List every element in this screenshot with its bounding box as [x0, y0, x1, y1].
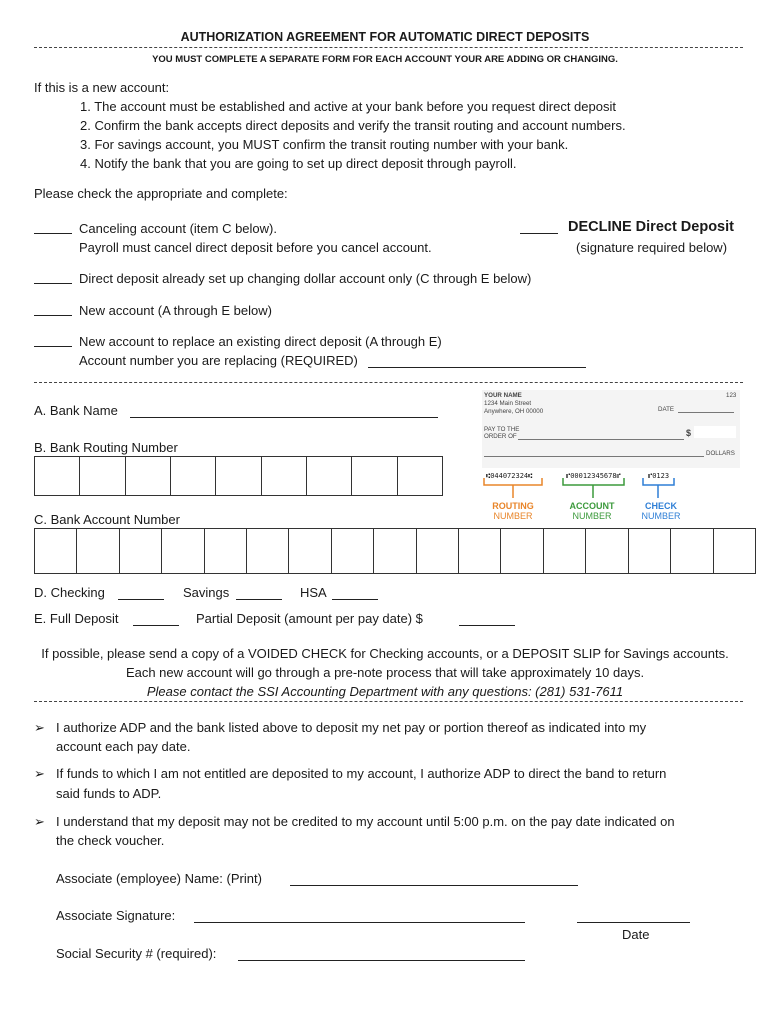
check-payer-address: 1234 Main Street	[484, 400, 532, 407]
routing-digit-box[interactable]	[262, 457, 307, 495]
routing-number-label: B. Bank Routing Number	[34, 440, 178, 455]
sample-check-image	[482, 390, 740, 468]
full-deposit-label: E. Full Deposit	[34, 611, 119, 626]
section-divider	[34, 382, 743, 383]
routing-number-legend	[482, 501, 544, 521]
replaced-account-number-label: Account number you are replacing (REQUIRED)	[79, 353, 358, 368]
account-legend-line2: NUMBER	[572, 511, 612, 521]
hsa-check-line[interactable]	[332, 587, 378, 600]
routing-legend-line1: ROUTING	[492, 501, 534, 511]
bullet-icon: ➢	[34, 766, 45, 781]
check-order-of-label: ORDER OF	[484, 433, 517, 440]
account-digit-box[interactable]	[120, 529, 162, 573]
decline-note: (signature required below)	[576, 240, 728, 255]
account-number-legend	[561, 501, 623, 521]
new-account-label: New account (A through E below)	[79, 303, 272, 318]
routing-digit-box[interactable]	[352, 457, 397, 495]
check-dollars-line	[484, 456, 704, 457]
check-legend-line1: CHECK	[644, 501, 677, 511]
bullet-icon: ➢	[34, 814, 45, 829]
check-number-bracket	[643, 478, 674, 498]
changing-account-check-line[interactable]	[34, 271, 72, 284]
check-amount-box	[694, 426, 736, 438]
routing-number-grid[interactable]	[34, 456, 443, 496]
routing-digit-box[interactable]	[216, 457, 261, 495]
replace-account-label: New account to replace an existing direct deposit (A through E)	[79, 334, 442, 349]
check-date-label: DATE	[658, 406, 675, 413]
authorization-text: account each pay date.	[56, 739, 191, 754]
account-digit-box[interactable]	[417, 529, 459, 573]
date-field[interactable]	[577, 910, 690, 923]
account-digit-box[interactable]	[374, 529, 416, 573]
changing-account-label: Direct deposit already set up changing dollar account only (C through E below)	[79, 271, 532, 286]
bank-name-field[interactable]	[130, 405, 438, 418]
routing-digit-box[interactable]	[126, 457, 171, 495]
account-digit-box[interactable]	[544, 529, 586, 573]
check-date-line	[678, 412, 734, 413]
micr-check-number: ⑈0123	[648, 472, 670, 480]
account-digit-box[interactable]	[205, 529, 247, 573]
ssn-field[interactable]	[238, 948, 525, 961]
routing-digit-box[interactable]	[307, 457, 352, 495]
employee-name-field[interactable]	[290, 873, 578, 886]
account-digit-box[interactable]	[77, 529, 119, 573]
account-digit-box[interactable]	[714, 529, 755, 573]
check-dollar-sign: $	[686, 428, 692, 438]
form-title: AUTHORIZATION AGREEMENT FOR AUTOMATIC DIRECT DEPOSITS	[180, 30, 590, 44]
instruction-item: 4. Notify the bank that you are going to set up direct deposit through payroll.	[80, 156, 517, 171]
ssn-label: Social Security # (required):	[56, 946, 217, 961]
check-number: 123	[726, 392, 737, 399]
authorization-text: the check voucher.	[56, 833, 165, 848]
account-number-grid[interactable]	[34, 528, 756, 574]
check-payer-name: YOUR NAME	[484, 392, 522, 399]
signature-label: Associate Signature:	[56, 908, 176, 923]
routing-legend-line2: NUMBER	[493, 511, 533, 521]
employee-name-label: Associate (employee) Name: (Print)	[56, 871, 262, 886]
hsa-label: HSA	[300, 585, 327, 600]
cancel-account-note: Payroll must cancel direct deposit before you cancel account.	[79, 240, 432, 255]
check-legend-line2: NUMBER	[641, 511, 681, 521]
authorization-text: If funds to which I am not entitled are deposited to my account, I authorize ADP to direct the band to return	[56, 766, 667, 781]
authorization-text: I authorize ADP and the bank listed above to deposit my net pay or portion thereof as indicated into my	[56, 720, 647, 735]
options-prompt: Please check the appropriate and complete:	[34, 186, 288, 201]
routing-digit-box[interactable]	[80, 457, 125, 495]
account-digit-box[interactable]	[629, 529, 671, 573]
form-subtitle: YOU MUST COMPLETE A SEPARATE FORM FOR EACH ACCOUNT YOUR ARE ADDING OR CHANGING.	[152, 54, 618, 65]
account-digit-box[interactable]	[247, 529, 289, 573]
account-digit-box[interactable]	[35, 529, 77, 573]
account-bracket	[563, 478, 624, 498]
new-account-check-line[interactable]	[34, 303, 72, 316]
instruction-item: 3. For savings account, you MUST confirm the transit routing number with your bank.	[80, 137, 569, 152]
micr-account-number: ⑈00012345678⑈	[566, 472, 621, 480]
voided-check-note: If possible, please send a copy of a VOIDED CHECK for Checking accounts, or a DEPOSIT SLIP for Savings accounts.	[41, 646, 729, 661]
header-divider	[34, 47, 743, 48]
check-legend-brackets	[480, 476, 700, 500]
checking-check-line[interactable]	[118, 587, 164, 600]
authorization-text: I understand that my deposit may not be credited to my account until 5:00 p.m. on the pay date indicated on	[56, 814, 675, 829]
instruction-item: 2. Confirm the bank accepts direct deposits and verify the transit routing and account numbers.	[80, 118, 626, 133]
authorization-text: said funds to ADP.	[56, 786, 162, 801]
full-deposit-check-line[interactable]	[133, 613, 179, 626]
replace-account-check-line[interactable]	[34, 334, 72, 347]
cancel-account-check-line[interactable]	[34, 221, 72, 234]
date-label: Date	[622, 927, 650, 942]
decline-direct-deposit-label: DECLINE Direct Deposit	[568, 219, 734, 235]
bullet-icon: ➢	[34, 720, 45, 735]
new-account-intro: If this is a new account:	[34, 80, 170, 95]
account-digit-box[interactable]	[501, 529, 543, 573]
check-pay-to-label: PAY TO THE	[484, 426, 520, 433]
check-payee-line	[518, 439, 684, 440]
instruction-item: 1. The account must be established and active at your bank before you request direct deposit	[80, 99, 616, 114]
prenote-note: Each new account will go through a pre-note process that will take approximately 10 days.	[125, 665, 645, 680]
account-digit-box[interactable]	[459, 529, 501, 573]
routing-bracket	[484, 478, 542, 498]
contact-note: Please contact the SSI Accounting Department with any questions: (281) 531-7611	[146, 684, 624, 699]
routing-digit-box[interactable]	[35, 457, 80, 495]
checking-label: D. Checking	[34, 585, 105, 600]
savings-check-line[interactable]	[236, 587, 282, 600]
check-payer-city: Anywhere, OH 00000	[484, 408, 544, 415]
account-legend-line1: ACCOUNT	[569, 501, 615, 511]
account-digit-box[interactable]	[332, 529, 374, 573]
account-digit-box[interactable]	[671, 529, 713, 573]
account-digit-box[interactable]	[162, 529, 204, 573]
authorization-divider	[34, 701, 743, 702]
account-number-label: C. Bank Account Number	[34, 512, 180, 527]
cancel-account-label: Canceling account (item C below).	[79, 221, 277, 236]
signature-field[interactable]	[194, 910, 525, 923]
bank-name-label: A. Bank Name	[34, 403, 118, 418]
check-dollars-label: DOLLARS	[706, 450, 735, 457]
check-number-legend	[632, 501, 690, 521]
partial-deposit-amount-field[interactable]	[459, 613, 515, 626]
decline-check-line[interactable]	[520, 221, 558, 234]
account-digit-box[interactable]	[289, 529, 331, 573]
partial-deposit-label: Partial Deposit (amount per pay date) $	[196, 611, 423, 626]
replaced-account-number-field[interactable]	[368, 355, 586, 368]
routing-digit-box[interactable]	[171, 457, 216, 495]
account-digit-box[interactable]	[586, 529, 628, 573]
savings-label: Savings	[183, 585, 230, 600]
micr-routing-number: ⑆044072324⑆	[486, 472, 533, 480]
routing-digit-box[interactable]	[398, 457, 442, 495]
